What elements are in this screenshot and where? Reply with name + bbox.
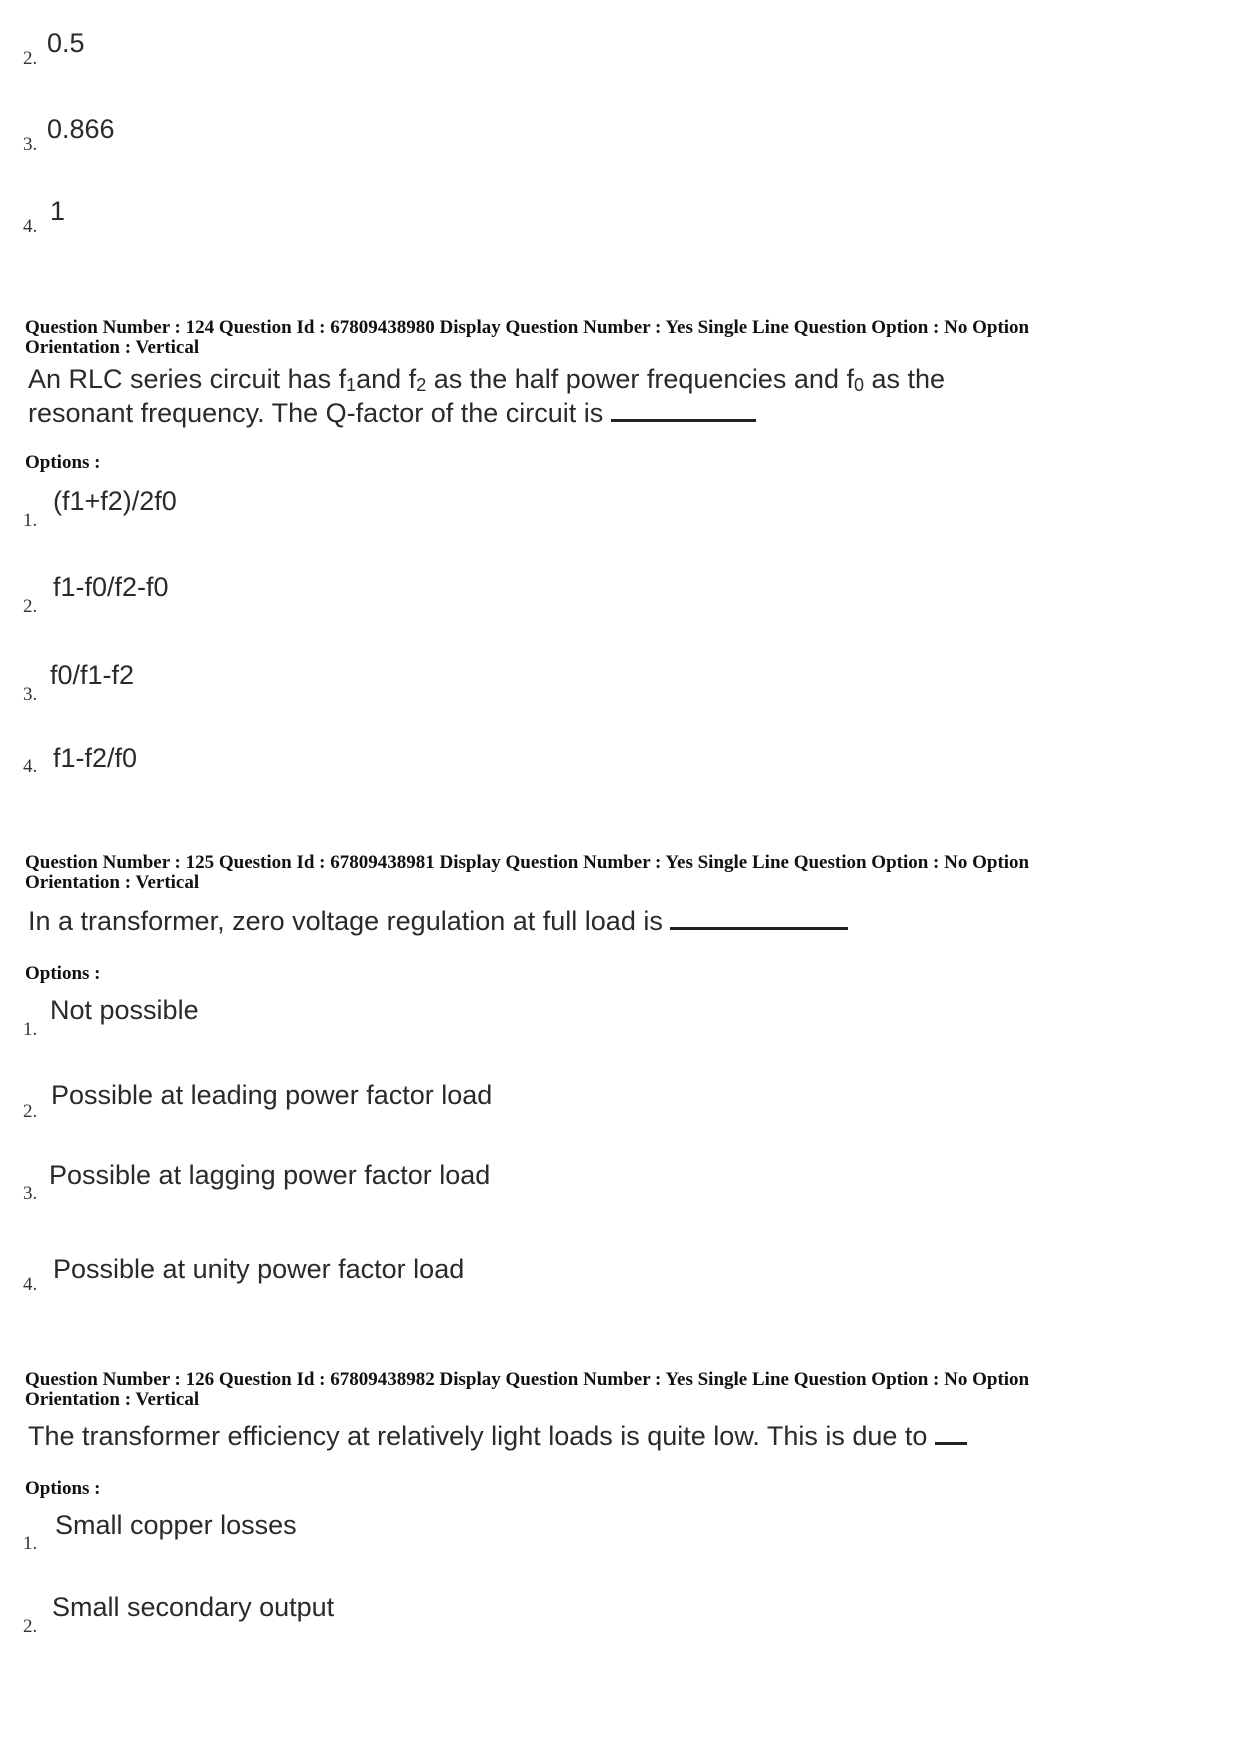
question-text: The transformer efficiency at relatively light loads is quite low. This is due to — [28, 1419, 967, 1453]
option-number: 3. — [23, 684, 38, 705]
option-number: 4. — [23, 1274, 38, 1295]
option-text: 0.866 — [47, 114, 115, 144]
question-header-line: Orientation : Vertical — [25, 1389, 200, 1410]
option-text: Possible at lagging power factor load — [49, 1160, 491, 1190]
answer-blank — [611, 418, 756, 422]
option-number: 4. — [23, 216, 38, 237]
options-label: Options : — [25, 963, 101, 984]
options-label: Options : — [25, 452, 101, 473]
option-number: 3. — [23, 1183, 38, 1204]
option-text: Small secondary output — [52, 1592, 335, 1622]
answer-blank — [670, 926, 848, 930]
option-text: 1 — [50, 196, 66, 226]
option-number: 3. — [23, 134, 38, 155]
answer-blank — [935, 1441, 967, 1445]
option-text: Not possible — [50, 995, 199, 1025]
option-number: 4. — [23, 756, 38, 777]
option-number: 1. — [23, 510, 38, 531]
question-header — [25, 853, 1205, 893]
option-text: (f1+f2)/2f0 — [53, 486, 177, 516]
question-header — [25, 318, 1205, 358]
option-number: 2. — [23, 1616, 38, 1637]
option-text: f0/f1-f2 — [50, 660, 135, 690]
question-text: In a transformer, zero voltage regulation at full load is — [28, 904, 848, 938]
question-header-line: Orientation : Vertical — [25, 872, 200, 893]
options-label: Options : — [25, 1478, 101, 1499]
question-header-line: Question Number : 125 Question Id : 67809438981 Display Question Number : Yes Single Line Question Option : No Option — [25, 852, 1030, 873]
option-text: 0.5 — [47, 28, 85, 58]
question-text: An RLC series circuit has $f_1and$ $f_2$ as the half power frequencies and $f_0$ as the — [28, 364, 946, 395]
option-text: Small copper losses — [55, 1510, 297, 1540]
option-number: 1. — [23, 1019, 38, 1040]
option-number: 2. — [23, 1101, 38, 1122]
question-header-line: Orientation : Vertical — [25, 337, 200, 358]
option-number: 1. — [23, 1533, 38, 1554]
question-text: resonant frequency. The Q-factor of the circuit is — [28, 396, 756, 430]
option-text: Possible at leading power factor load — [51, 1080, 493, 1110]
option-number: 2. — [23, 596, 38, 617]
question-header-line: Question Number : 126 Question Id : 67809438982 Display Question Number : Yes Single Line Question Option : No Option — [25, 1369, 1030, 1390]
option-text: Possible at unity power factor load — [53, 1254, 465, 1284]
option-text: f1-f0/f2-f0 — [53, 572, 169, 602]
option-number: 2. — [23, 48, 38, 69]
question-header-line: Question Number : 124 Question Id : 67809438980 Display Question Number : Yes Single Line Question Option : No Option — [25, 317, 1030, 338]
question-header — [25, 1370, 1205, 1410]
option-text: f1-f2/f0 — [53, 743, 138, 773]
